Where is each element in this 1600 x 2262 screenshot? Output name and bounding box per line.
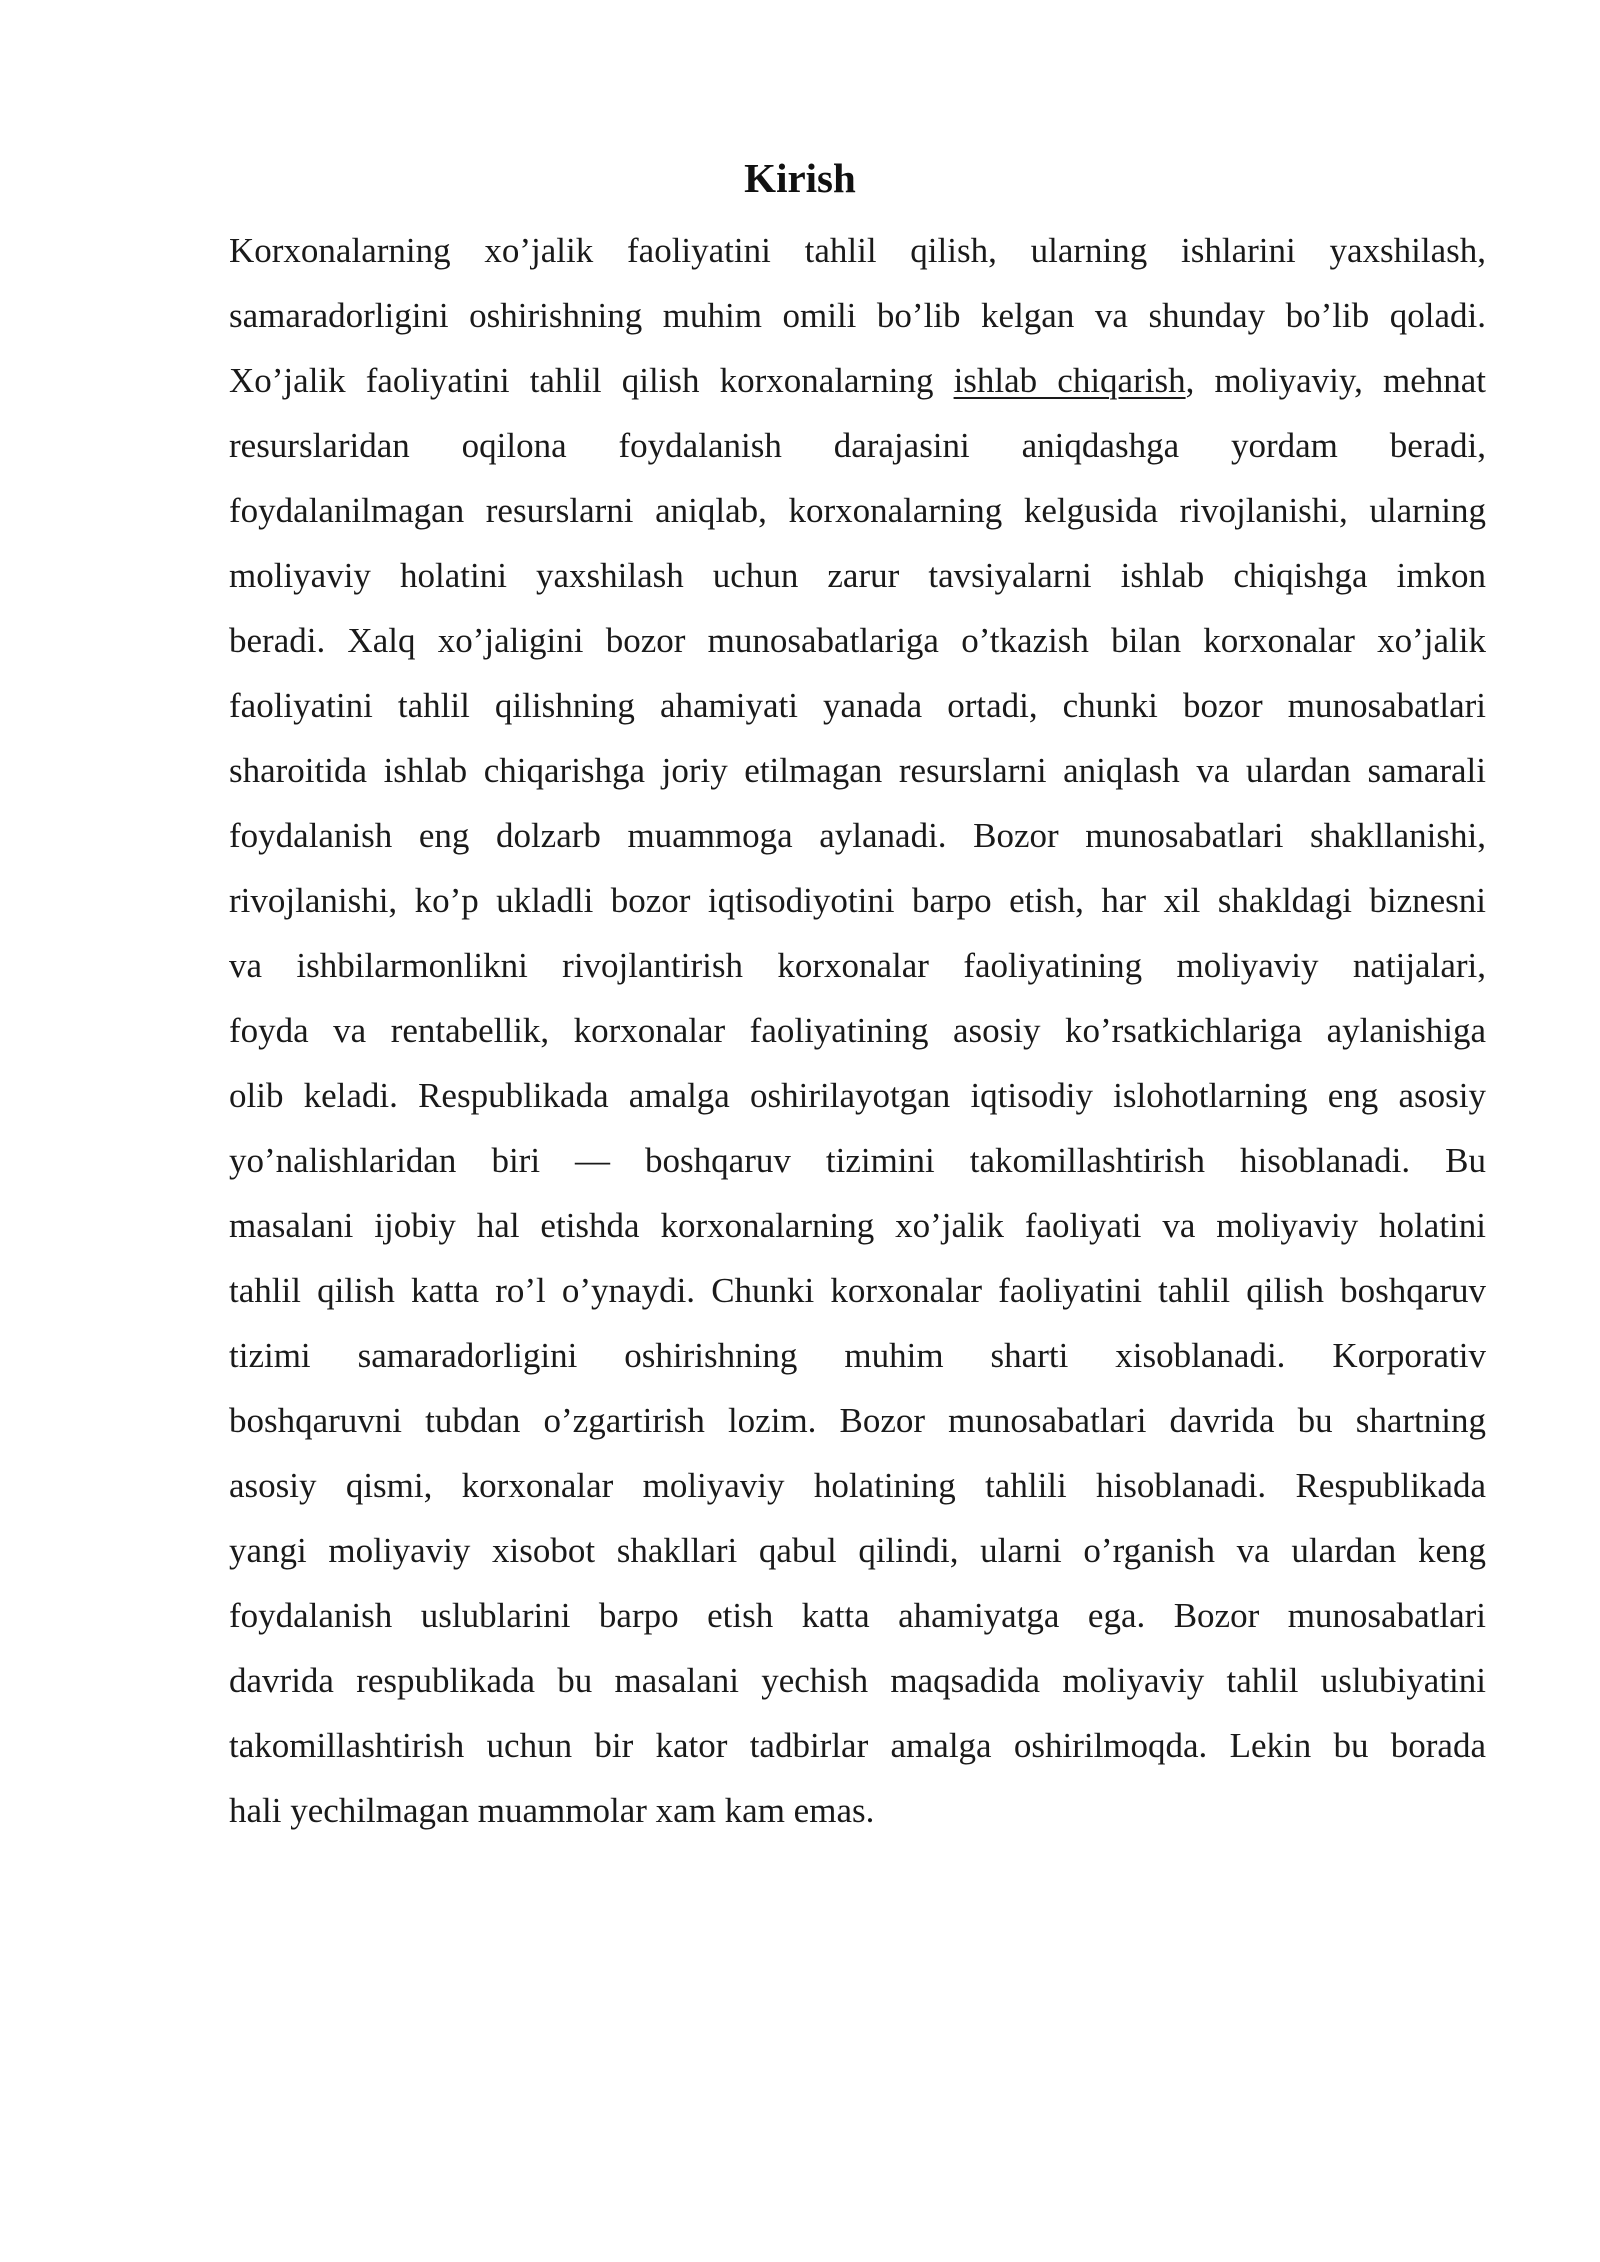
paragraph-line: olib keladi. Respublikada amalga oshirilayotgan iqtisodiy islohotlarning eng asosiy [229, 1076, 1486, 1115]
paragraph-line: hali yechilmagan muammolar xam kam emas. [229, 1791, 875, 1830]
paragraph-line: rivojlanishi, ko’p ukladli bozor iqtisodiyotini barpo etish, har xil shakldagi biznesni [229, 881, 1486, 920]
paragraph-line: foydalanilmagan resurslarni aniqlab, korxonalarning kelgusida rivojlanishi, ularning [229, 491, 1486, 530]
paragraph-line: boshqaruvni tubdan o’zgartirish lozim. Bozor munosabatlari davrida bu shartning [229, 1401, 1486, 1440]
paragraph-line: beradi. Xalq xo’jaligini bozor munosabatlariga o’tkazish bilan korxonalar xo’jalik [229, 621, 1486, 660]
paragraph-line: foydalanish uslublarini barpo etish katta ahamiyatga ega. Bozor munosabatlari [229, 1596, 1486, 1635]
paragraph-line: samaradorligini oshirishning muhim omili bo’lib kelgan va shunday bo’lib qoladi. [229, 296, 1486, 335]
paragraph-line: takomillashtirish uchun bir kator tadbirlar amalga oshirilmoqda. Lekin bu borada [229, 1726, 1486, 1765]
line-text: Xo’jalik faoliyatini tahlil qilish korxonalarning [229, 361, 954, 400]
line-text: , moliyaviy, mehnat [1185, 361, 1486, 400]
paragraph-line: masalani ijobiy hal etishda korxonalarning xo’jalik faoliyati va moliyaviy holatini [229, 1206, 1486, 1245]
paragraph-line: Korxonalarning xo’jalik faoliyatini tahlil qilish, ularning ishlarini yaxshilash, [229, 231, 1486, 270]
paragraph-line: foydalanish eng dolzarb muammoga aylanadi. Bozor munosabatlari shakllanishi, [229, 816, 1486, 855]
paragraph-line: yo’nalishlaridan biri — boshqaruv tizimini takomillashtirish hisoblanadi. Bu [229, 1141, 1486, 1180]
paragraph-line: tizimi samaradorligini oshirishning muhim sharti xisoblanadi. Korporativ [229, 1336, 1486, 1375]
body-paragraph [229, 218, 1486, 1843]
paragraph-line: resurslaridan oqilona foydalanish darajasini aniqdashga yordam beradi, [229, 426, 1486, 465]
page-title: Kirish [744, 155, 856, 201]
paragraph-line [229, 348, 1486, 413]
paragraph-line: sharoitida ishlab chiqarishga joriy etilmagan resurslarni aniqlash va ulardan samarali [229, 751, 1486, 790]
paragraph-line: davrida respublikada bu masalani yechish maqsadida moliyaviy tahlil uslubiyatini [229, 1661, 1486, 1700]
paragraph-line: va ishbilarmonlikni rivojlantirish korxonalar faoliyatining moliyaviy natijalari, [229, 946, 1486, 985]
paragraph-line: yangi moliyaviy xisobot shakllari qabul qilindi, ularni o’rganish va ulardan keng [229, 1531, 1486, 1570]
paragraph-line: tahlil qilish katta ro’l o’ynaydi. Chunki korxonalar faoliyatini tahlil qilish boshqaruv [229, 1271, 1486, 1310]
paragraph-line: asosiy qismi, korxonalar moliyaviy holatining tahlili hisoblanadi. Respublikada [229, 1466, 1486, 1505]
paragraph-line: faoliyatini tahlil qilishning ahamiyati yanada ortadi, chunki bozor munosabatlari [229, 686, 1486, 725]
paragraph-line: foyda va rentabellik, korxonalar faoliyatining asosiy ko’rsatkichlariga aylanishiga [229, 1011, 1486, 1050]
hyperlink-ishlab-chiqarish[interactable]: ishlab chiqarish [953, 361, 1186, 400]
paragraph-line: moliyaviy holatini yaxshilash uchun zarur tavsiyalarni ishlab chiqishga imkon [229, 556, 1486, 595]
